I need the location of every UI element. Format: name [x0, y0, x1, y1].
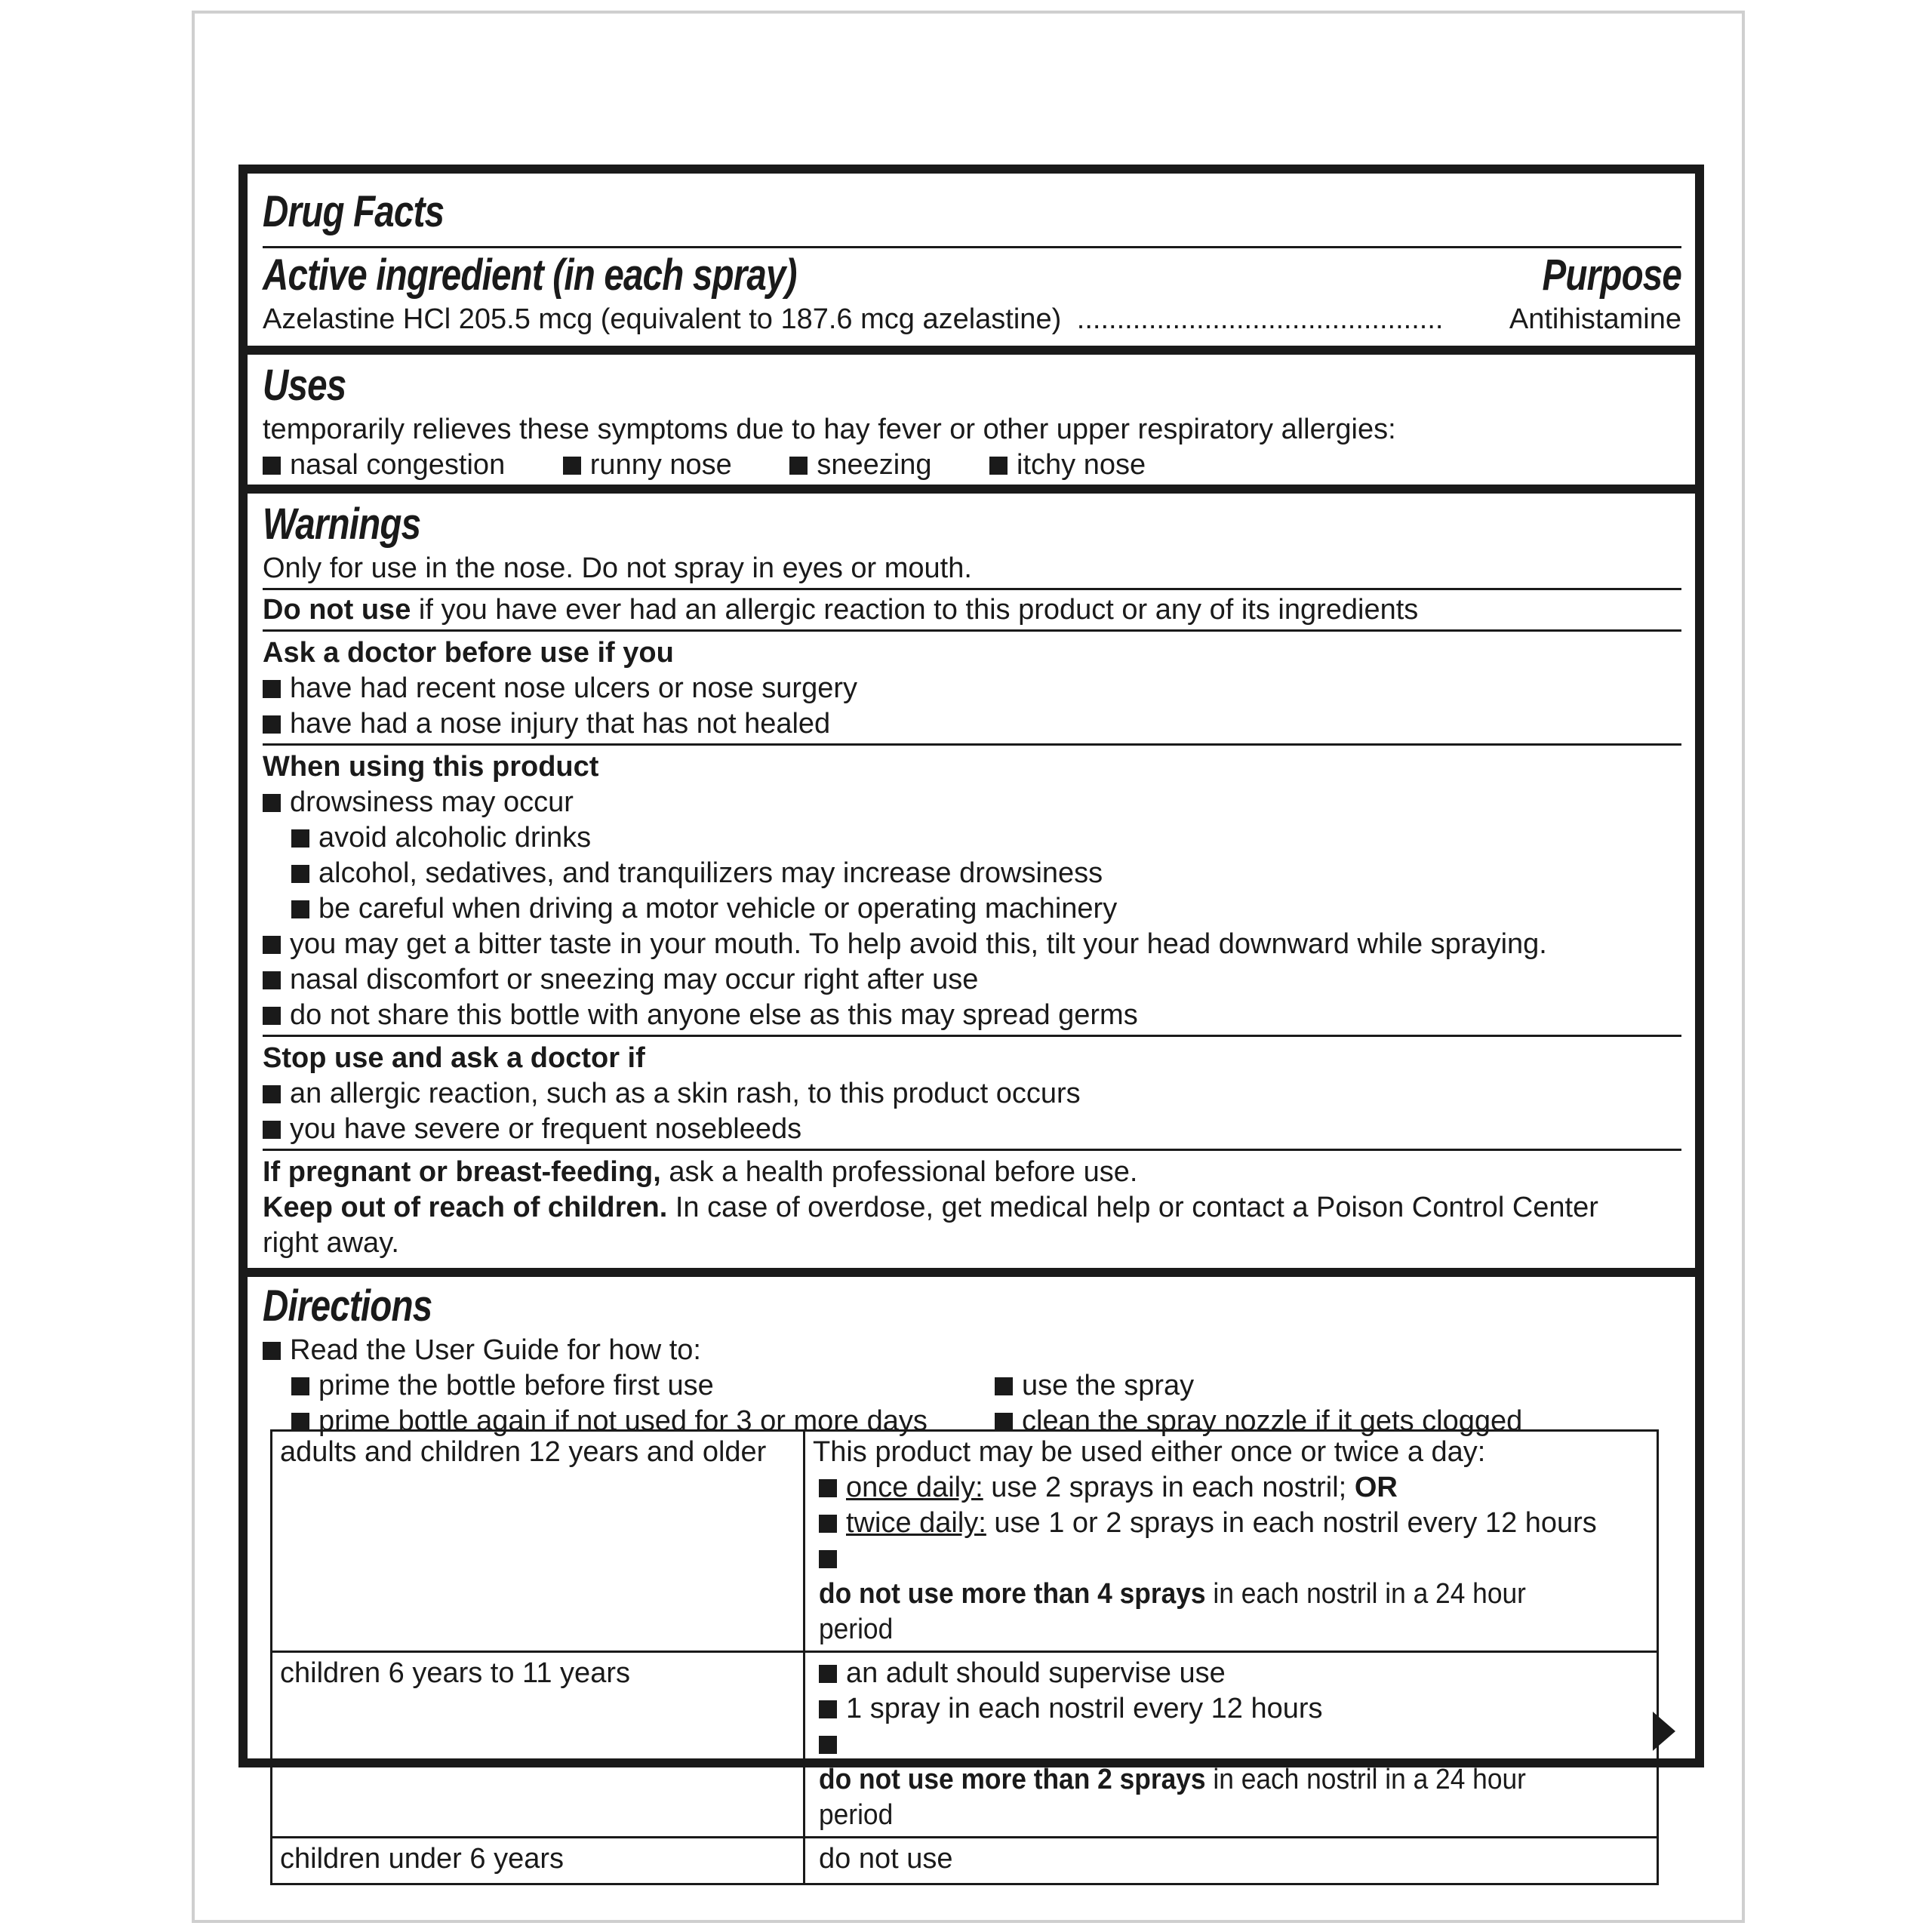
list-item: runny nose [563, 449, 732, 481]
bullet-square-icon [789, 457, 808, 475]
active-ingredient-heading: Active ingredient (in each spray) [263, 251, 797, 300]
list-item: an allergic reaction, such as a skin rash, to this product occurs [263, 1076, 1681, 1112]
stop-use-heading: Stop use and ask a doctor if [263, 1042, 645, 1074]
list-item: sneezing [789, 449, 931, 481]
list-item: Read the User Guide for how to: [263, 1333, 1681, 1368]
bullet-square-icon [819, 1665, 837, 1683]
list-subitem: prime bottle again if not used for 3 or more days [263, 1404, 928, 1439]
list-item: nasal congestion [263, 449, 505, 481]
drug-facts-panel [238, 165, 1704, 1875]
bullet-square-icon [263, 971, 281, 989]
dosage-table [270, 1429, 1659, 1885]
ask-doctor-heading: Ask a doctor before use if you [263, 637, 674, 669]
age-cell: children 6 years to 11 years [272, 1652, 804, 1838]
list-item: you have severe or frequent nosebleeds [263, 1112, 1681, 1147]
list-item: you may get a bitter taste in your mouth. To help avoid this, tilt your head downward while spraying. [263, 927, 1681, 962]
uses-section [263, 359, 1681, 483]
bullet-square-icon [819, 1515, 837, 1533]
bullet-square-icon [291, 900, 309, 918]
keep-out-warning: Keep out of reach of children. In case of overdose, get medical help or contact a Poison Control Center [263, 1192, 1598, 1223]
list-item: do not share this bottle with anyone else as this may spread germs [263, 998, 1681, 1033]
list-subitem: alcohol, sedatives, and tranquilizers may increase drowsiness [263, 856, 1681, 891]
title-rule [263, 246, 1681, 248]
purpose-text: Antihistamine [1509, 303, 1681, 335]
table-row [272, 1431, 1658, 1652]
age-cell: adults and children 12 years and older [272, 1431, 804, 1652]
drug-facts-title: Drug Facts [263, 187, 445, 236]
list-item: have had recent nose ulcers or nose surgery [263, 671, 1681, 706]
list-subitem: use the spray [995, 1368, 1194, 1404]
pregnancy-warning: If pregnant or breast-feeding, ask a health professional before use. [263, 1156, 1138, 1188]
dot-leader: .............................................. [1076, 303, 1444, 335]
list-item: drowsiness may occur [263, 785, 1681, 820]
bullet-square-icon [291, 829, 309, 848]
bullet-square-icon [995, 1413, 1013, 1431]
bullet-square-icon [263, 794, 281, 812]
bullet-square-icon [819, 1736, 837, 1754]
bullet-square-icon [291, 1413, 309, 1431]
purpose-heading: Purpose [1542, 251, 1681, 300]
continue-arrow-icon [1653, 1712, 1675, 1751]
bullet-square-icon [263, 1342, 281, 1360]
directions-section [263, 1280, 1681, 1439]
bullet-square-icon [819, 1479, 837, 1497]
active-ingredient-text: Azelastine HCl 205.5 mcg (equivalent to 187.6 mcg azelastine) [263, 303, 1062, 335]
keep-out-warning-cont: right away. [263, 1227, 399, 1259]
list-item: itchy nose [989, 449, 1146, 481]
when-using-heading: When using this product [263, 751, 599, 783]
bullet-square-icon [989, 457, 1008, 475]
list-item: nasal discomfort or sneezing may occur right after use [263, 962, 1681, 998]
directions-heading: Directions [263, 1281, 432, 1331]
divider [263, 629, 1681, 632]
bullet-square-icon [819, 1550, 837, 1568]
bullet-square-icon [291, 865, 309, 883]
active-ingredient-section [263, 249, 1681, 337]
bullet-square-icon [263, 1007, 281, 1025]
divider [263, 1149, 1681, 1151]
do-not-use: Do not use if you have ever had an allergic reaction to this product or any of its ingredients [263, 594, 1419, 626]
dosage-cell: do not use [804, 1838, 1658, 1884]
dosage-cell: an adult should supervise use 1 spray in each nostril every 12 hours do not use more than 2 sprays in each nostril in a 24 hour period [804, 1652, 1658, 1838]
section-separator [248, 346, 1695, 355]
warnings-intro: Only for use in the nose. Do not spray in eyes or mouth. [263, 552, 972, 584]
age-cell: children under 6 years [272, 1838, 804, 1884]
warnings-section [263, 498, 1681, 1261]
section-separator [248, 485, 1695, 494]
list-item: have had a nose injury that has not healed [263, 706, 1681, 742]
bullet-square-icon [263, 680, 281, 698]
drug-facts-header [263, 186, 1681, 238]
bullet-square-icon [263, 715, 281, 734]
bullet-square-icon [291, 1377, 309, 1395]
list-subitem: prime the bottle before first use [263, 1368, 714, 1404]
bullet-square-icon [263, 457, 281, 475]
divider [263, 1035, 1681, 1037]
bullet-square-icon [263, 936, 281, 954]
list-subitem: be careful when driving a motor vehicle or operating machinery [263, 891, 1681, 927]
bullet-square-icon [819, 1700, 837, 1718]
bullet-square-icon [563, 457, 581, 475]
list-subitem: clean the spray nozzle if it gets clogged [995, 1404, 1522, 1439]
divider [263, 743, 1681, 746]
bullet-square-icon [995, 1377, 1013, 1395]
section-separator [248, 1268, 1695, 1277]
bullet-square-icon [263, 1085, 281, 1103]
uses-intro: temporarily relieves these symptoms due to hay fever or other upper respiratory allergies: [263, 414, 1396, 445]
uses-heading: Uses [263, 361, 346, 410]
bullet-square-icon [263, 1121, 281, 1139]
table-row [272, 1838, 1658, 1884]
warnings-heading: Warnings [263, 500, 421, 549]
dosage-cell: This product may be used either once or twice a day: once daily: use 2 sprays in each nostril; OR twice daily: use 1 or 2 sprays in each nostril every 12 hours do not use more than 4 sprays in each nostril in a 24 hour period [804, 1431, 1658, 1652]
list-subitem: avoid alcoholic drinks [263, 820, 1681, 856]
uses-list [263, 448, 1681, 483]
table-row [272, 1652, 1658, 1838]
guide-row [263, 1368, 1681, 1404]
divider [263, 588, 1681, 590]
